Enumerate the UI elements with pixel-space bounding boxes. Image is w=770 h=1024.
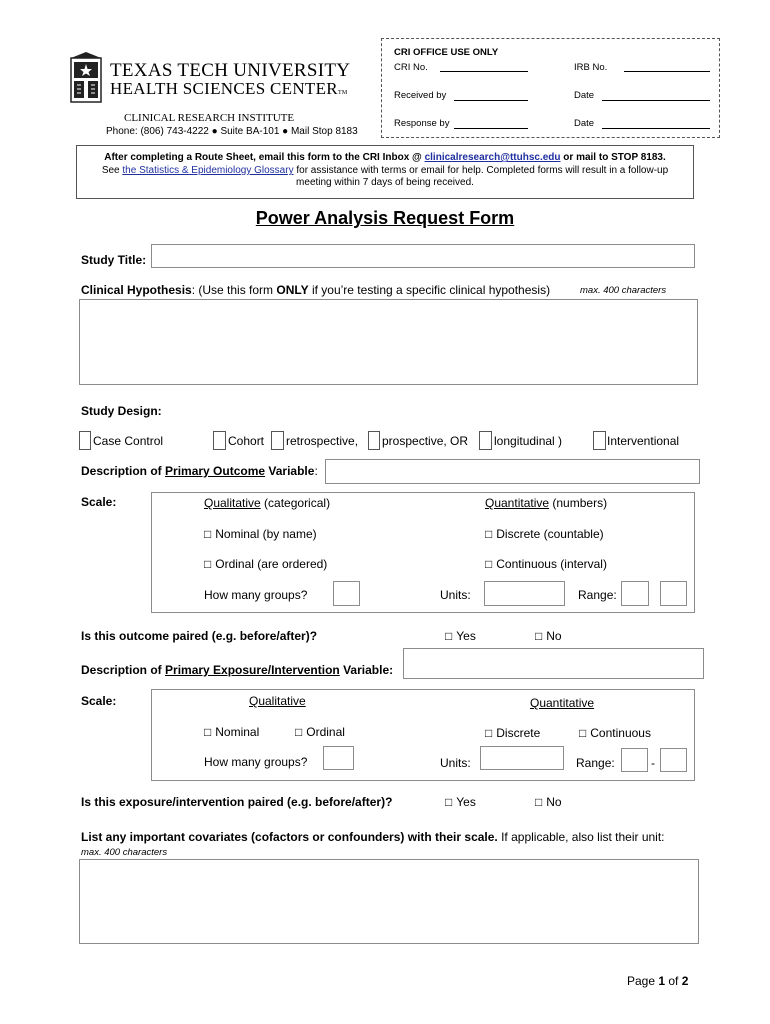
outcome-scale-label: Scale: [81,495,117,509]
exposure-paired-yes[interactable]: □ Yes [445,795,476,809]
outcome-paired-no[interactable]: □ No [535,629,562,643]
hypothesis-text-b: if you’re testing a specific clinical hypothesis) [308,283,551,297]
page-total: 2 [681,974,689,988]
exposure-groups-label: How many groups? [204,755,308,769]
notice-line3: meeting within 7 days of being received. [296,177,474,188]
outcome-desc-a: Description of [81,464,166,478]
outcome-range-label: Range: [578,588,617,602]
form-title: Power Analysis Request Form [255,208,515,228]
irb-no-label: IRB No. [574,62,608,73]
covariates-label: List any important covariates (cofactors or confounders) with their scale. [81,830,498,844]
hypothesis-text-a: : (Use this form [191,283,277,297]
outcome-paired-yes[interactable]: □ Yes [445,629,476,643]
hypothesis-field[interactable] [79,299,698,385]
exposure-qualitative-heading: Qualitative [249,694,306,708]
exposure-ordinal-option[interactable]: □ Ordinal [295,725,345,739]
exposure-desc-a: Description of [81,663,166,677]
exposure-desc-b: Variable: [339,663,394,677]
outcome-desc-field[interactable] [325,459,700,484]
outcome-quantitative-heading [485,496,607,510]
outcome-qual-u: Qualitative [204,496,261,510]
outcome-paired-question: Is this outcome paired (e.g. before/after)? [81,629,318,643]
cohort-label: Cohort [228,434,265,448]
cri-no-line[interactable] [440,71,528,72]
hypothesis-only: ONLY [276,283,309,297]
notice-line2-text: See [101,165,123,176]
covariates-field[interactable] [79,859,699,944]
trademark: TM [337,90,348,96]
notice-line2 [77,165,693,176]
seal-icon [68,52,104,104]
page-current: 1 [658,974,666,988]
outcome-units-field[interactable] [484,581,565,606]
university-name-line1: TEXAS TECH UNIVERSITY [110,60,351,81]
covariates-rest: If applicable, also list their unit: [497,830,665,844]
outcome-quant-rest: (numbers) [549,496,608,510]
response-by-label: Response by [394,118,450,129]
page-label: Page [627,974,659,988]
case-control-label: Case Control [93,434,164,448]
outcome-qual-rest: (categorical) [260,496,331,510]
institute-name: CLINICAL RESEARCH INSTITUTE [124,112,295,124]
interventional-label: Interventional [607,434,680,448]
exposure-paired-no[interactable]: □ No [535,795,562,809]
exposure-groups-field[interactable] [323,746,354,770]
longitudinal-label: longitudinal ) [494,434,563,448]
prospective-checkbox[interactable] [368,431,380,450]
exposure-desc-label [81,663,393,677]
irb-no-line[interactable] [624,71,710,72]
cri-no-label: CRI No. [394,62,428,73]
exposure-desc-field[interactable] [403,648,704,679]
contact-info: Phone: (806) 743-4222 ● Suite BA-101 ● Mail Stop 8183 [106,126,358,137]
covariates-label-line [81,830,665,844]
longitudinal-checkbox[interactable] [479,431,492,450]
university-logo [68,52,351,104]
outcome-discrete-option[interactable]: □ Discrete (countable) [485,527,604,541]
page-of: of [665,974,682,988]
page-number [627,974,688,988]
outcome-continuous-option[interactable]: □ Continuous (interval) [485,557,607,571]
exposure-desc-u: Primary Exposure/Intervention [165,663,340,677]
exposure-nominal-option[interactable]: □ Nominal [204,725,259,739]
exposure-range-min-field[interactable] [621,748,648,772]
exposure-paired-question: Is this exposure/intervention paired (e.g. before/after)? [81,795,393,809]
exposure-units-field[interactable] [480,746,564,770]
study-title-label: Study Title: [81,253,147,267]
outcome-nominal-option[interactable]: □ Nominal (by name) [204,527,317,541]
exposure-quantitative-heading: Quantitative [530,696,595,710]
received-by-label: Received by [394,90,447,101]
outcome-qualitative-heading [204,496,330,510]
notice-line1-text: After completing a Route Sheet, email this form to the CRI Inbox @ [104,152,425,163]
retrospective-checkbox[interactable] [271,431,284,450]
prospective-label: prospective, OR [382,434,469,448]
outcome-desc-u: Primary Outcome [165,464,266,478]
interventional-checkbox[interactable] [593,431,606,450]
notice-line2-end: for assistance with terms or email for help. Completed forms will result in a follow-up [293,165,669,176]
exposure-range-dash: - [651,756,655,770]
outcome-ordinal-option[interactable]: □ Ordinal (are ordered) [204,557,327,571]
covariates-max-chars: max. 400 characters [81,847,168,858]
outcome-units-label: Units: [440,588,471,602]
exposure-range-max-field[interactable] [660,748,687,772]
outcome-quant-u: Quantitative [485,496,550,510]
exposure-units-label: Units: [440,756,471,770]
date1-line[interactable] [602,100,710,101]
hypothesis-label-line [81,283,550,297]
outcome-desc-colon: : [314,464,318,478]
outcome-desc-label [81,464,318,478]
notice-box [76,145,694,199]
hypothesis-max-chars: max. 400 characters [580,285,667,296]
glossary-link[interactable]: the Statistics & Epidemiology Glossary [122,165,294,176]
exposure-discrete-option[interactable]: □ Discrete [485,726,540,740]
date2-line[interactable] [602,128,710,129]
retrospective-label: retrospective, [286,434,359,448]
office-use-title: CRI OFFICE USE ONLY [394,47,499,58]
office-use-box [381,38,720,138]
outcome-groups-label: How many groups? [204,588,308,602]
exposure-continuous-option[interactable]: □ Continuous [579,726,651,740]
notice-line1-end: or mail to STOP 8183. [560,152,666,163]
response-by-line[interactable] [454,128,528,129]
university-name-line2-text: HEALTH SCIENCES CENTER [110,79,338,98]
notice-line1 [77,152,693,163]
outcome-range-max-field[interactable] [660,581,687,606]
hypothesis-label: Clinical Hypothesis [81,283,192,297]
study-design-label: Study Design: [81,404,162,418]
exposure-scale-label: Scale: [81,694,117,708]
university-name-line2 [110,79,348,99]
outcome-desc-b: Variable [265,464,315,478]
exposure-range-label: Range: [576,756,615,770]
outcome-range-min-field[interactable] [621,581,649,606]
outcome-groups-field[interactable] [333,581,360,606]
case-control-checkbox[interactable] [79,431,91,450]
study-title-field[interactable] [151,244,695,268]
cohort-checkbox[interactable] [213,431,226,450]
date1-label: Date [574,90,595,101]
date2-label: Date [574,118,595,129]
received-by-line[interactable] [454,100,528,101]
cri-email-link[interactable]: clinicalresearch@ttuhsc.edu [424,152,561,163]
